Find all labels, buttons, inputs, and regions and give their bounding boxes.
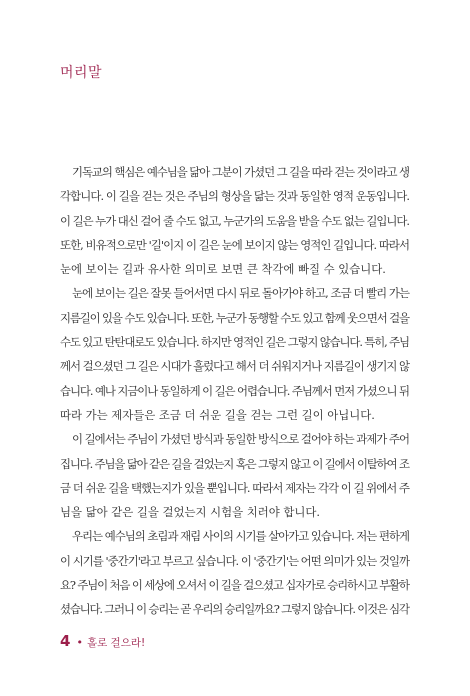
paragraph (60, 281, 410, 427)
text-line: 각합니다. 이 길을 걷는 것은 주님의 형상을 닮는 것과 동일한 영적 운동입니다. (60, 189, 410, 204)
text-line: 수도 있고 탄탄대로도 있습니다. 하지만 영적인 길은 그렇지 않습니다. 특히, 주님 (60, 335, 409, 350)
text-line: 셨습니다. 그러니 이 승리는 곧 우리의 승리일까요? 그렇지 않습니다. 이것은 심각 (60, 602, 409, 617)
text-line: 또한, 비유적으로만 '길'이지 이 길은 눈에 보이지 않는 영적인 길입니다. 따라서 (60, 237, 410, 252)
text-line: 따라 가는 제자들은 조금 더 쉬운 길을 걷는 그런 길이 아닙니다. (60, 407, 375, 422)
text-line: 님을 닮아 같은 길을 걸었는지 시험을 치러야 합니다. (60, 505, 321, 520)
text-line: 이 길에서는 주님이 가셨던 방식과 동일한 방식으로 걸어야 하는 과제가 주어 (72, 432, 410, 447)
paragraph (60, 524, 410, 621)
text-line: 께서 걸으셨던 그 길은 시대가 흘렀다고 해서 더 쉬워지거나 지름길이 생기지 않 (60, 359, 410, 374)
text-line: 기독교의 핵심은 예수님을 닮아 그분이 가셨던 그 길을 따라 걷는 것이라고 생 (72, 165, 409, 179)
page-footer (60, 632, 145, 650)
text-line: 우리는 예수님의 초림과 재림 사이의 시기를 살아가고 있습니다. 저는 편하게 (72, 529, 410, 544)
paragraph (60, 160, 410, 281)
paragraph (60, 427, 410, 524)
body-text (60, 160, 410, 622)
text-line: 요? 주님이 처음 이 세상에 오셔서 이 길을 걸으셨고 십자가로 승리하시고 부활하 (60, 578, 409, 593)
text-line: 집니다. 주님을 닮아 같은 길을 걸었는지 혹은 그렇지 않고 이 길에서 이탈하여 조 (60, 456, 409, 471)
book-title: 홀로 걸으라! (86, 637, 146, 649)
text-line: 금 더 쉬운 길을 택했는지가 있을 뿐입니다. 따라서 제자는 각각 이 길 위에서 주 (60, 480, 410, 495)
section-heading: 머리말 (60, 65, 103, 81)
text-line: 지름길이 있을 수도 있습니다. 또한, 누군가 동행할 수도 있고 함께 웃으면서 걸을 (60, 310, 409, 325)
page-number: 4 (60, 632, 71, 650)
text-line: 이 길은 누가 대신 걸어 줄 수도 없고, 누군가의 도움을 받을 수도 없는 길입니다. (60, 213, 409, 228)
footer-bullet: • (76, 636, 83, 649)
text-line: 이 시기를 '중간기'라고 부르고 싶습니다. 이 '중간기'는 어떤 의미가 있는 것일까 (60, 553, 410, 568)
text-line: 눈에 보이는 길과 유사한 의미로 보면 큰 착각에 빠질 수 있습니다. (60, 262, 386, 277)
text-line: 습니다. 예나 지금이나 동일하게 이 길은 어렵습니다. 주님께서 먼저 가셨으니 뒤 (60, 383, 409, 398)
text-line: 눈에 보이는 길은 잘못 들어서면 다시 뒤로 돌아가야 하고, 조금 더 빨리 가는 (72, 286, 410, 301)
